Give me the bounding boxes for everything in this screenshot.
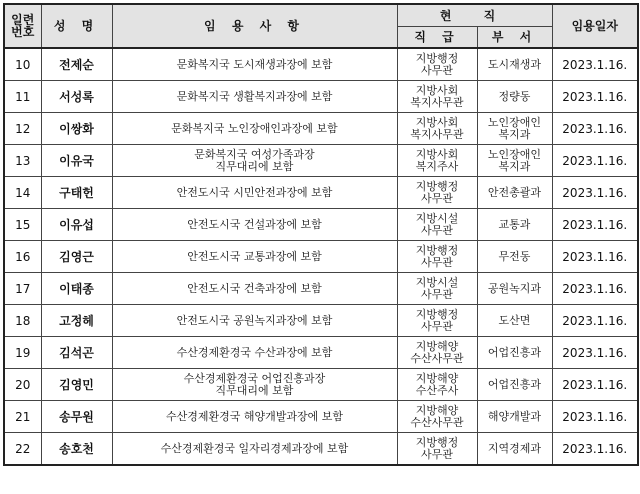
serial-number-cell: 20 [4,369,41,401]
serial-number-cell: 10 [4,48,41,81]
name-cell: 송호천 [41,433,112,466]
serial-number-cell: 19 [4,337,41,369]
serial-number-cell: 12 [4,113,41,145]
appointment-detail-cell: 안전도시국 건설과장에 보함 [112,209,397,241]
table-row [4,401,638,433]
name-cell: 구태헌 [41,177,112,209]
appointment-date-cell: 2023.1.16. [552,337,638,369]
appointment-date-cell: 2023.1.16. [552,369,638,401]
department-cell: 지역경제과 [477,433,552,466]
rank-cell: 지방해양 수산주사 [397,369,477,401]
department-cell: 노인장애인 복지과 [477,113,552,145]
name-cell: 김영근 [41,241,112,273]
serial-number-cell: 22 [4,433,41,466]
appointment-detail-cell: 안전도시국 교통과장에 보함 [112,241,397,273]
table-row [4,337,638,369]
serial-number-cell: 21 [4,401,41,433]
serial-number-cell: 11 [4,81,41,113]
serial-number-cell: 13 [4,145,41,177]
appointment-detail-cell: 수산경제환경국 어업진흥과장 직무대리에 보함 [112,369,397,401]
name-cell: 이유섭 [41,209,112,241]
appointment-date-cell: 2023.1.16. [552,113,638,145]
header-serial-number: 일련 번호 [4,4,41,48]
department-cell: 도시재생과 [477,48,552,81]
header-appointment-details: 임 용 사 항 [112,4,397,48]
rank-cell: 지방시설 사무관 [397,273,477,305]
name-cell: 이쌍화 [41,113,112,145]
name-cell: 송무원 [41,401,112,433]
name-cell: 이태종 [41,273,112,305]
appointment-table-container [3,3,639,466]
rank-cell: 지방행정 사무관 [397,305,477,337]
appointment-detail-cell: 수산경제환경국 일자리경제과장에 보함 [112,433,397,466]
table-row [4,369,638,401]
header-current-position: 현 직 [397,4,552,27]
department-cell: 어업진흥과 [477,369,552,401]
rank-cell: 지방사회 복지사무관 [397,113,477,145]
table-row [4,177,638,209]
appointment-detail-cell: 문화복지국 노인장애인과장에 보함 [112,113,397,145]
name-cell: 고정헤 [41,305,112,337]
appointment-date-cell: 2023.1.16. [552,433,638,466]
table-row [4,209,638,241]
department-cell: 어업진흥과 [477,337,552,369]
appointment-detail-cell: 문화복지국 생활복지과장에 보함 [112,81,397,113]
appointment-date-cell: 2023.1.16. [552,48,638,81]
appointment-date-cell: 2023.1.16. [552,145,638,177]
rank-cell: 지방해양 수산사무관 [397,337,477,369]
serial-number-cell: 18 [4,305,41,337]
table-row [4,81,638,113]
department-cell: 안전총괄과 [477,177,552,209]
appointment-date-cell: 2023.1.16. [552,177,638,209]
rank-cell: 지방해양 수산사무관 [397,401,477,433]
name-cell: 김석곤 [41,337,112,369]
appointment-date-cell: 2023.1.16. [552,401,638,433]
table-row [4,433,638,466]
rank-cell: 지방행정 사무관 [397,241,477,273]
department-cell: 교통과 [477,209,552,241]
department-cell: 해양개발과 [477,401,552,433]
rank-cell: 지방사회 복지사무관 [397,81,477,113]
rank-cell: 지방행정 사무관 [397,433,477,466]
appointment-detail-cell: 안전도시국 공원녹지과장에 보함 [112,305,397,337]
serial-number-cell: 15 [4,209,41,241]
serial-number-cell: 17 [4,273,41,305]
serial-number-cell: 16 [4,241,41,273]
department-cell: 노인장애인 복지과 [477,145,552,177]
appointment-detail-cell: 수산경제환경국 수산과장에 보함 [112,337,397,369]
table-row [4,48,638,81]
appointment-detail-cell: 안전도시국 건축과장에 보함 [112,273,397,305]
rank-cell: 지방시설 사무관 [397,209,477,241]
appointment-date-cell: 2023.1.16. [552,81,638,113]
name-cell: 전제순 [41,48,112,81]
table-row [4,273,638,305]
appointment-detail-cell: 문화복지국 여성가족과장 직무대리에 보함 [112,145,397,177]
rank-cell: 지방사회 복지주사 [397,145,477,177]
name-cell: 서성록 [41,81,112,113]
table-row [4,145,638,177]
appointment-date-cell: 2023.1.16. [552,241,638,273]
department-cell: 공원녹지과 [477,273,552,305]
header-name: 성 명 [41,4,112,48]
table-row [4,305,638,337]
department-cell: 도산면 [477,305,552,337]
name-cell: 김영민 [41,369,112,401]
table-row [4,113,638,145]
header-department: 부 서 [477,27,552,49]
appointment-detail-cell: 안전도시국 시민안전과장에 보함 [112,177,397,209]
rank-cell: 지방행정 사무관 [397,48,477,81]
appointment-table [3,3,639,466]
table-body [4,48,638,465]
header-rank: 직 급 [397,27,477,49]
rank-cell: 지방행정 사무관 [397,177,477,209]
appointment-detail-cell: 수산경제환경국 해양개발과장에 보함 [112,401,397,433]
name-cell: 이유국 [41,145,112,177]
appointment-date-cell: 2023.1.16. [552,209,638,241]
header-appointment-date: 임용일자 [552,4,638,48]
serial-number-cell: 14 [4,177,41,209]
appointment-date-cell: 2023.1.16. [552,305,638,337]
table-row [4,241,638,273]
department-cell: 무전동 [477,241,552,273]
appointment-detail-cell: 문화복지국 도시재생과장에 보함 [112,48,397,81]
appointment-date-cell: 2023.1.16. [552,273,638,305]
department-cell: 정량동 [477,81,552,113]
